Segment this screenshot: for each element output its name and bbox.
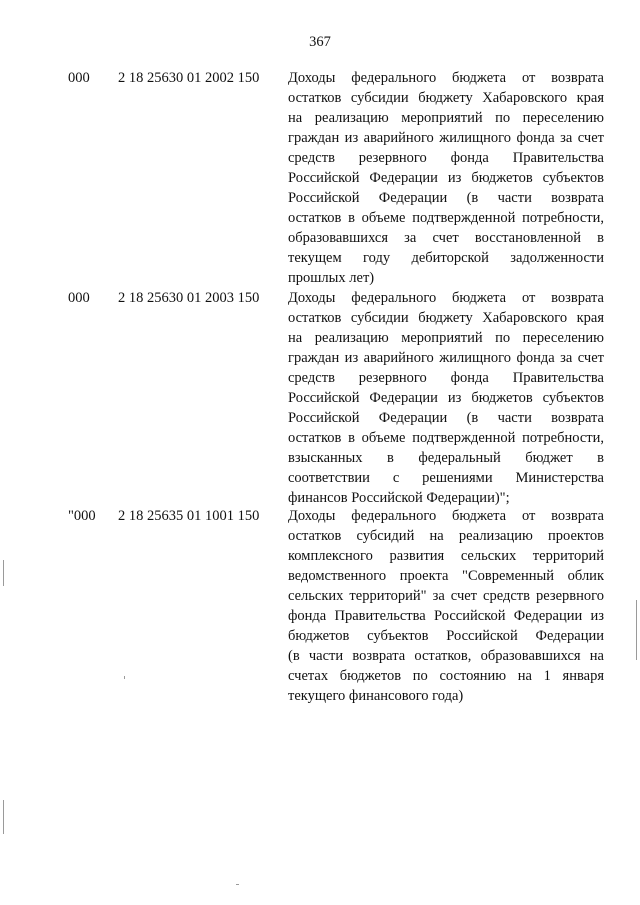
table-row	[0, 68, 640, 286]
description-line: средств резервного фонда Правительства	[288, 370, 604, 386]
description-line: финансов Российской Федерации)";	[288, 490, 510, 506]
table-row	[0, 506, 640, 716]
description-line: остатков субсидии бюджету Хабаровского края	[288, 310, 604, 326]
description-line: текущем году дебиторской задолженности	[288, 250, 604, 266]
description-line: комплексного развития сельских территорий	[288, 548, 604, 564]
scan-mark	[636, 600, 637, 660]
description-line: взысканных в федеральный бюджет в	[288, 450, 604, 466]
description-line: соответствии с решениями Министерства	[288, 470, 604, 486]
income-description	[288, 506, 604, 706]
description-line: остатков в объеме подтвержденной потребности,	[288, 430, 604, 446]
description-line: сельских территорий" за счет средств резервного	[288, 588, 604, 604]
description-line: граждан из аварийного жилищного фонда за счет	[288, 130, 604, 146]
admin-code: "000	[68, 508, 96, 524]
scan-mark	[124, 676, 125, 679]
page-number: 367	[309, 34, 331, 50]
description-line: Доходы федерального бюджета от возврата	[288, 70, 604, 86]
description-line: фонда Правительства Российской Федерации из	[288, 608, 604, 624]
description-line: на реализацию мероприятий по переселению	[288, 330, 604, 346]
description-line: Российской Федерации (в части возврата	[288, 410, 604, 426]
description-line: Доходы федерального бюджета от возврата	[288, 508, 604, 524]
admin-code: 000	[68, 290, 90, 306]
description-line: Российской Федерации из бюджетов субъектов	[288, 170, 604, 186]
description-line: остатков субсидии бюджету Хабаровского края	[288, 90, 604, 106]
description-line: граждан из аварийного жилищного фонда за счет	[288, 350, 604, 366]
income-description	[288, 68, 604, 288]
description-line: Российской Федерации из бюджетов субъектов	[288, 390, 604, 406]
scan-mark	[3, 800, 4, 834]
table-row	[0, 288, 640, 506]
description-line: Доходы федерального бюджета от возврата	[288, 290, 604, 306]
kbk-code: 2 18 25630 01 2002 150	[118, 70, 260, 86]
description-line: на реализацию мероприятий по переселению	[288, 110, 604, 126]
income-description	[288, 288, 604, 508]
scan-mark	[236, 884, 239, 885]
description-line: бюджетов субъектов Российской Федерации	[288, 628, 604, 644]
description-line: прошлых лет)	[288, 270, 375, 286]
kbk-code: 2 18 25630 01 2003 150	[118, 290, 260, 306]
description-line: ведомственного проекта "Современный облик	[288, 568, 604, 584]
kbk-code: 2 18 25635 01 1001 150	[118, 508, 260, 524]
description-line: остатков в объеме подтвержденной потребности,	[288, 210, 604, 226]
description-line: средств резервного фонда Правительства	[288, 150, 604, 166]
description-line: остатков субсидий на реализацию проектов	[288, 528, 604, 544]
description-line: образовавшихся за счет восстановленной в	[288, 230, 604, 246]
scan-mark	[3, 560, 4, 586]
description-line: счетах бюджетов по состоянию на 1 января	[288, 668, 604, 684]
description-line: (в части возврата остатков, образовавшихся на	[288, 648, 604, 664]
description-line: Российской Федерации (в части возврата	[288, 190, 604, 206]
admin-code: 000	[68, 70, 90, 86]
description-line: текущего финансового года)	[288, 688, 464, 704]
